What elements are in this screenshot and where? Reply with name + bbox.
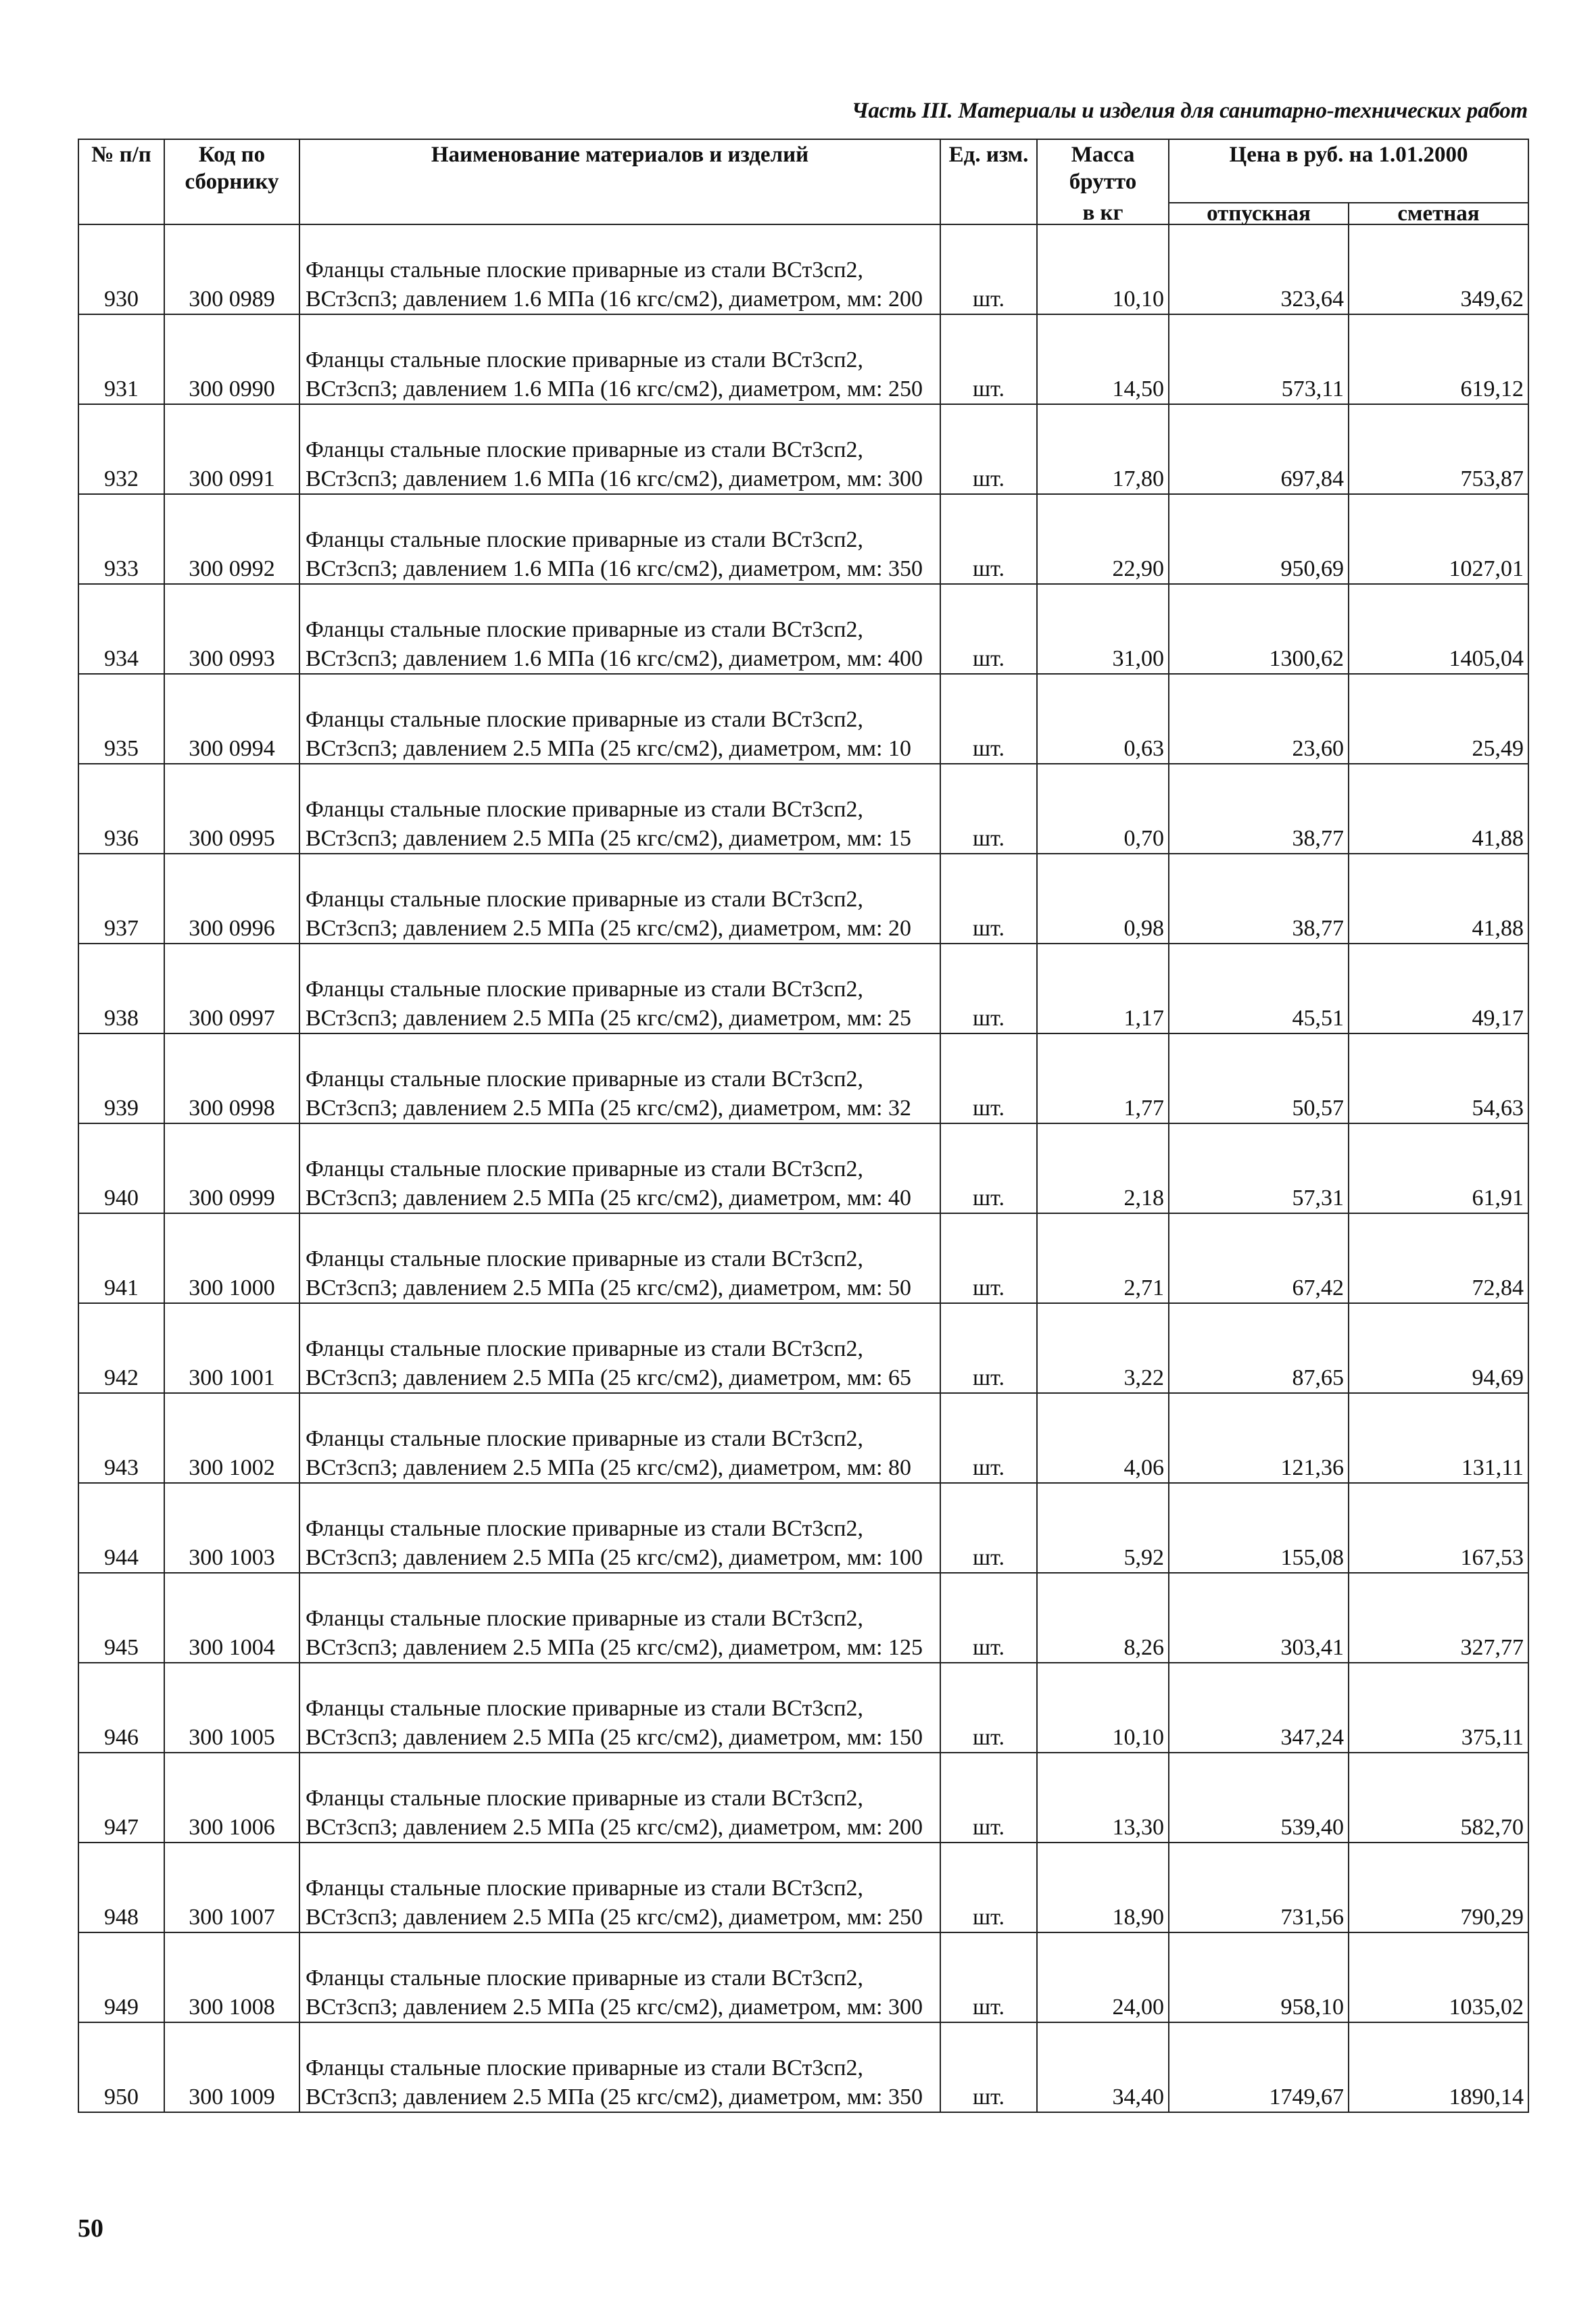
row-price-estimate: 1405,04 (1349, 584, 1528, 674)
table-row (78, 1033, 1528, 1123)
row-code: 300 0991 (164, 404, 299, 494)
row-name: Фланцы стальные плоские приварные из стали ВСт3сп2, ВСт3сп3; давлением 1.6 МПа (16 кгс/см2), диаметром, мм: 350 (299, 494, 940, 584)
row-unit: шт. (940, 1932, 1037, 2022)
row-name: Фланцы стальные плоские приварные из стали ВСт3сп2, ВСт3сп3; давлением 2.5 МПа (25 кгс/см2), диаметром, мм: 65 (299, 1303, 940, 1393)
table-row (78, 1753, 1528, 1843)
table-row (78, 1483, 1528, 1573)
row-number: 946 (78, 1663, 164, 1753)
row-price-estimate: 49,17 (1349, 944, 1528, 1033)
row-price-estimate: 1027,01 (1349, 494, 1528, 584)
table-row (78, 854, 1528, 944)
row-code: 300 1004 (164, 1573, 299, 1663)
row-price-estimate: 54,63 (1349, 1033, 1528, 1123)
row-name: Фланцы стальные плоские приварные из стали ВСт3сп2, ВСт3сп3; давлением 2.5 МПа (25 кгс/см2), диаметром, мм: 200 (299, 1753, 940, 1843)
row-mass: 34,40 (1037, 2022, 1169, 2112)
row-code: 300 0992 (164, 494, 299, 584)
table-row (78, 584, 1528, 674)
table-row (78, 314, 1528, 404)
row-number: 933 (78, 494, 164, 584)
row-unit: шт. (940, 224, 1037, 314)
row-price-estimate: 1035,02 (1349, 1932, 1528, 2022)
row-mass: 14,50 (1037, 314, 1169, 404)
row-name: Фланцы стальные плоские приварные из стали ВСт3сп2, ВСт3сп3; давлением 2.5 МПа (25 кгс/см2), диаметром, мм: 125 (299, 1573, 940, 1663)
row-price-estimate: 327,77 (1349, 1573, 1528, 1663)
row-number: 941 (78, 1213, 164, 1303)
row-unit: шт. (940, 314, 1037, 404)
row-mass: 31,00 (1037, 584, 1169, 674)
table-row (78, 1843, 1528, 1932)
row-name: Фланцы стальные плоские приварные из стали ВСт3сп2, ВСт3сп3; давлением 2.5 МПа (25 кгс/см2), диаметром, мм: 10 (299, 674, 940, 764)
row-name: Фланцы стальные плоские приварные из стали ВСт3сп2, ВСт3сп3; давлением 2.5 МПа (25 кгс/см2), диаметром, мм: 15 (299, 764, 940, 854)
header-mass-unit: в кг (1037, 203, 1169, 224)
row-number: 936 (78, 764, 164, 854)
row-code: 300 1001 (164, 1303, 299, 1393)
row-mass: 1,77 (1037, 1033, 1169, 1123)
row-unit: шт. (940, 674, 1037, 764)
row-unit: шт. (940, 944, 1037, 1033)
row-price-release: 45,51 (1169, 944, 1349, 1033)
row-code: 300 1003 (164, 1483, 299, 1573)
row-name: Фланцы стальные плоские приварные из стали ВСт3сп2, ВСт3сп3; давлением 2.5 МПа (25 кгс/см2), диаметром, мм: 20 (299, 854, 940, 944)
row-mass: 10,10 (1037, 1663, 1169, 1753)
row-code: 300 1009 (164, 2022, 299, 2112)
row-price-release: 573,11 (1169, 314, 1349, 404)
row-unit: шт. (940, 1573, 1037, 1663)
row-price-estimate: 582,70 (1349, 1753, 1528, 1843)
header-price-estimate: сметная (1349, 203, 1528, 224)
table-row (78, 404, 1528, 494)
row-price-estimate: 1890,14 (1349, 2022, 1528, 2112)
row-name: Фланцы стальные плоские приварные из стали ВСт3сп2, ВСт3сп3; давлением 2.5 МПа (25 кгс/см2), диаметром, мм: 100 (299, 1483, 940, 1573)
row-price-estimate: 349,62 (1349, 224, 1528, 314)
row-unit: шт. (940, 404, 1037, 494)
running-title: Часть III. Материалы и изделия для санитарно-технических работ (851, 99, 1528, 123)
row-mass: 10,10 (1037, 224, 1169, 314)
row-number: 939 (78, 1033, 164, 1123)
row-price-estimate: 41,88 (1349, 854, 1528, 944)
row-unit: шт. (940, 1483, 1037, 1573)
table-row (78, 1123, 1528, 1213)
row-number: 944 (78, 1483, 164, 1573)
row-code: 300 1002 (164, 1393, 299, 1483)
row-price-release: 155,08 (1169, 1483, 1349, 1573)
row-price-estimate: 619,12 (1349, 314, 1528, 404)
table-row (78, 1303, 1528, 1393)
row-name: Фланцы стальные плоские приварные из стали ВСт3сп2, ВСт3сп3; давлением 2.5 МПа (25 кгс/см2), диаметром, мм: 80 (299, 1393, 940, 1483)
row-code: 300 0998 (164, 1033, 299, 1123)
header-code: Код по сборнику (164, 139, 299, 224)
row-code: 300 0989 (164, 224, 299, 314)
row-name: Фланцы стальные плоские приварные из стали ВСт3сп2, ВСт3сп3; давлением 1.6 МПа (16 кгс/см2), диаметром, мм: 300 (299, 404, 940, 494)
row-unit: шт. (940, 1753, 1037, 1843)
header-price-release: отпускная (1169, 203, 1349, 224)
row-unit: шт. (940, 1303, 1037, 1393)
row-unit: шт. (940, 494, 1037, 584)
table-header (78, 139, 1528, 224)
table-row (78, 1932, 1528, 2022)
row-name: Фланцы стальные плоские приварные из стали ВСт3сп2, ВСт3сп3; давлением 1.6 МПа (16 кгс/см2), диаметром, мм: 400 (299, 584, 940, 674)
row-price-release: 38,77 (1169, 764, 1349, 854)
row-price-estimate: 61,91 (1349, 1123, 1528, 1213)
row-number: 934 (78, 584, 164, 674)
row-name: Фланцы стальные плоские приварные из стали ВСт3сп2, ВСт3сп3; давлением 2.5 МПа (25 кгс/см2), диаметром, мм: 250 (299, 1843, 940, 1932)
row-mass: 8,26 (1037, 1573, 1169, 1663)
row-code: 300 1000 (164, 1213, 299, 1303)
row-price-release: 121,36 (1169, 1393, 1349, 1483)
row-name: Фланцы стальные плоские приварные из стали ВСт3сп2, ВСт3сп3; давлением 1.6 МПа (16 кгс/см2), диаметром, мм: 250 (299, 314, 940, 404)
row-code: 300 1005 (164, 1663, 299, 1753)
row-code: 300 1008 (164, 1932, 299, 2022)
row-mass: 0,98 (1037, 854, 1169, 944)
row-price-release: 539,40 (1169, 1753, 1349, 1843)
row-price-estimate: 25,49 (1349, 674, 1528, 764)
row-price-estimate: 375,11 (1349, 1663, 1528, 1753)
row-mass: 17,80 (1037, 404, 1169, 494)
row-code: 300 0999 (164, 1123, 299, 1213)
row-price-release: 323,64 (1169, 224, 1349, 314)
row-price-release: 50,57 (1169, 1033, 1349, 1123)
header-price-group: Цена в руб. на 1.01.2000 (1169, 139, 1528, 203)
row-mass: 24,00 (1037, 1932, 1169, 2022)
row-mass: 0,63 (1037, 674, 1169, 764)
table-row (78, 944, 1528, 1033)
row-unit: шт. (940, 764, 1037, 854)
header-mass: Масса брутто (1037, 139, 1169, 203)
row-price-release: 303,41 (1169, 1573, 1349, 1663)
row-number: 931 (78, 314, 164, 404)
row-price-estimate: 790,29 (1349, 1843, 1528, 1932)
row-unit: шт. (940, 584, 1037, 674)
row-unit: шт. (940, 1213, 1037, 1303)
table-row (78, 674, 1528, 764)
row-mass: 2,18 (1037, 1123, 1169, 1213)
row-name: Фланцы стальные плоские приварные из стали ВСт3сп2, ВСт3сп3; давлением 2.5 МПа (25 кгс/см2), диаметром, мм: 25 (299, 944, 940, 1033)
table-row (78, 224, 1528, 314)
row-price-estimate: 94,69 (1349, 1303, 1528, 1393)
row-price-release: 87,65 (1169, 1303, 1349, 1393)
row-mass: 3,22 (1037, 1303, 1169, 1393)
row-price-release: 347,24 (1169, 1663, 1349, 1753)
row-name: Фланцы стальные плоские приварные из стали ВСт3сп2, ВСт3сп3; давлением 1.6 МПа (16 кгс/см2), диаметром, мм: 200 (299, 224, 940, 314)
row-mass: 4,06 (1037, 1393, 1169, 1483)
table-row (78, 1573, 1528, 1663)
row-number: 937 (78, 854, 164, 944)
row-mass: 1,17 (1037, 944, 1169, 1033)
row-price-release: 731,56 (1169, 1843, 1349, 1932)
row-price-release: 57,31 (1169, 1123, 1349, 1213)
row-price-release: 38,77 (1169, 854, 1349, 944)
price-table (78, 139, 1529, 2113)
table-row (78, 494, 1528, 584)
row-name: Фланцы стальные плоские приварные из стали ВСт3сп2, ВСт3сп3; давлением 2.5 МПа (25 кгс/см2), диаметром, мм: 40 (299, 1123, 940, 1213)
row-mass: 0,70 (1037, 764, 1169, 854)
row-code: 300 0996 (164, 854, 299, 944)
row-number: 945 (78, 1573, 164, 1663)
row-price-release: 697,84 (1169, 404, 1349, 494)
row-mass: 22,90 (1037, 494, 1169, 584)
row-number: 943 (78, 1393, 164, 1483)
row-code: 300 0993 (164, 584, 299, 674)
table-row (78, 1393, 1528, 1483)
row-unit: шт. (940, 1843, 1037, 1932)
row-price-release: 950,69 (1169, 494, 1349, 584)
row-mass: 2,71 (1037, 1213, 1169, 1303)
row-number: 948 (78, 1843, 164, 1932)
row-mass: 5,92 (1037, 1483, 1169, 1573)
row-number: 938 (78, 944, 164, 1033)
header-num: № п/п (78, 139, 164, 224)
row-number: 942 (78, 1303, 164, 1393)
header-name: Наименование материалов и изделий (299, 139, 940, 224)
row-name: Фланцы стальные плоские приварные из стали ВСт3сп2, ВСт3сп3; давлением 2.5 МПа (25 кгс/см2), диаметром, мм: 50 (299, 1213, 940, 1303)
row-code: 300 1007 (164, 1843, 299, 1932)
row-price-release: 958,10 (1169, 1932, 1349, 2022)
table-row (78, 1213, 1528, 1303)
row-number: 947 (78, 1753, 164, 1843)
header-unit: Ед. изм. (940, 139, 1037, 224)
row-code: 300 0990 (164, 314, 299, 404)
row-number: 930 (78, 224, 164, 314)
row-unit: шт. (940, 1663, 1037, 1753)
row-name: Фланцы стальные плоские приварные из стали ВСт3сп2, ВСт3сп3; давлением 2.5 МПа (25 кгс/см2), диаметром, мм: 32 (299, 1033, 940, 1123)
row-unit: шт. (940, 2022, 1037, 2112)
row-price-estimate: 131,11 (1349, 1393, 1528, 1483)
row-code: 300 0997 (164, 944, 299, 1033)
row-number: 949 (78, 1932, 164, 2022)
row-unit: шт. (940, 1123, 1037, 1213)
row-price-release: 1300,62 (1169, 584, 1349, 674)
row-number: 935 (78, 674, 164, 764)
row-price-estimate: 753,87 (1349, 404, 1528, 494)
row-price-release: 23,60 (1169, 674, 1349, 764)
row-price-estimate: 41,88 (1349, 764, 1528, 854)
row-unit: шт. (940, 1393, 1037, 1483)
row-code: 300 1006 (164, 1753, 299, 1843)
table-row (78, 2022, 1528, 2112)
row-number: 950 (78, 2022, 164, 2112)
row-price-release: 67,42 (1169, 1213, 1349, 1303)
row-price-estimate: 167,53 (1349, 1483, 1528, 1573)
page-number: 50 (78, 2214, 103, 2243)
table-row (78, 1663, 1528, 1753)
row-code: 300 0994 (164, 674, 299, 764)
table-row (78, 764, 1528, 854)
table-body (78, 224, 1528, 2112)
row-number: 932 (78, 404, 164, 494)
row-unit: шт. (940, 854, 1037, 944)
row-price-estimate: 72,84 (1349, 1213, 1528, 1303)
row-name: Фланцы стальные плоские приварные из стали ВСт3сп2, ВСт3сп3; давлением 2.5 МПа (25 кгс/см2), диаметром, мм: 350 (299, 2022, 940, 2112)
row-mass: 13,30 (1037, 1753, 1169, 1843)
row-code: 300 0995 (164, 764, 299, 854)
row-name: Фланцы стальные плоские приварные из стали ВСт3сп2, ВСт3сп3; давлением 2.5 МПа (25 кгс/см2), диаметром, мм: 150 (299, 1663, 940, 1753)
row-number: 940 (78, 1123, 164, 1213)
row-unit: шт. (940, 1033, 1037, 1123)
row-name: Фланцы стальные плоские приварные из стали ВСт3сп2, ВСт3сп3; давлением 2.5 МПа (25 кгс/см2), диаметром, мм: 300 (299, 1932, 940, 2022)
row-price-release: 1749,67 (1169, 2022, 1349, 2112)
row-mass: 18,90 (1037, 1843, 1169, 1932)
